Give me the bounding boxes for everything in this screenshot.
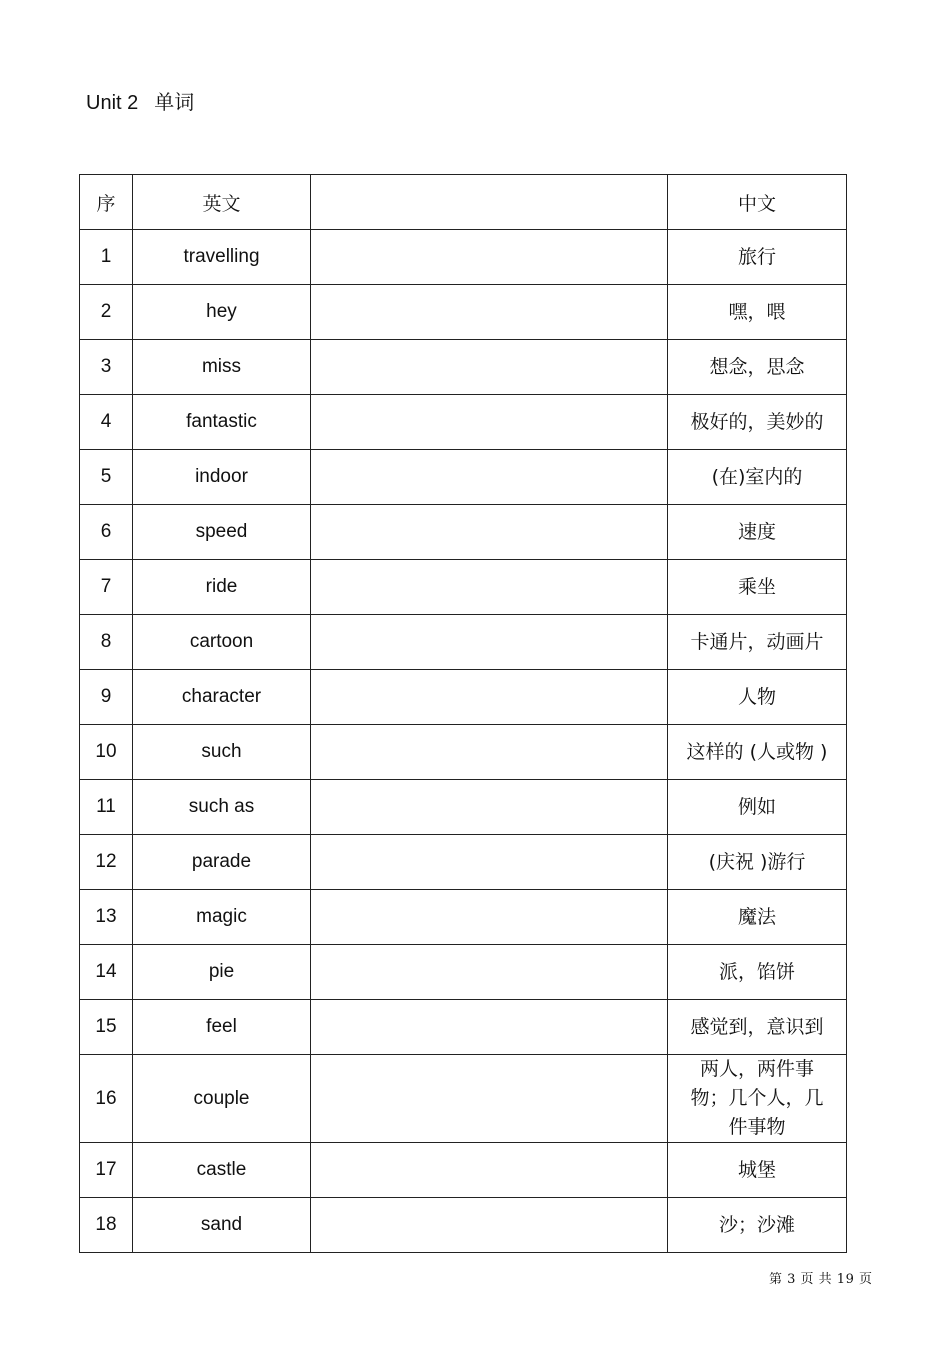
row-english: character (133, 670, 311, 725)
table-header-row (80, 175, 847, 230)
table-row (80, 505, 847, 560)
table-row (80, 945, 847, 1000)
row-number: 17 (80, 1143, 133, 1198)
row-chinese: 速度 (668, 505, 847, 560)
row-chinese: 两人，两件事物；几个人，几件事物 (668, 1055, 847, 1143)
row-english: indoor (133, 450, 311, 505)
row-chinese: 旅行 (668, 230, 847, 285)
row-chinese: 感觉到，意识到 (668, 1000, 847, 1055)
header-english: 英文 (133, 175, 311, 230)
row-english: miss (133, 340, 311, 395)
row-english: couple (133, 1055, 311, 1143)
row-english: magic (133, 890, 311, 945)
row-english: cartoon (133, 615, 311, 670)
table-row (80, 560, 847, 615)
row-number: 3 (80, 340, 133, 395)
header-chinese: 中文 (668, 175, 847, 230)
row-english: such (133, 725, 311, 780)
row-chinese: 城堡 (668, 1143, 847, 1198)
row-english: sand (133, 1198, 311, 1253)
table-row (80, 725, 847, 780)
table-row (80, 1055, 847, 1143)
row-number: 13 (80, 890, 133, 945)
table-row (80, 1198, 847, 1253)
table-row (80, 615, 847, 670)
row-english: travelling (133, 230, 311, 285)
row-chinese: 想念，思念 (668, 340, 847, 395)
table-row (80, 780, 847, 835)
row-blank-cell (311, 890, 668, 945)
row-number: 4 (80, 395, 133, 450)
header-number: 序 (80, 175, 133, 230)
row-blank-cell (311, 725, 668, 780)
vocabulary-table (79, 174, 847, 1253)
row-chinese: 乘坐 (668, 560, 847, 615)
table-row (80, 835, 847, 890)
row-number: 9 (80, 670, 133, 725)
row-chinese: 卡通片，动画片 (668, 615, 847, 670)
row-blank-cell (311, 340, 668, 395)
row-chinese: 嘿，喂 (668, 285, 847, 340)
table-row (80, 450, 847, 505)
title-vocab-label: 单词 (154, 90, 195, 114)
row-number: 18 (80, 1198, 133, 1253)
row-number: 16 (80, 1055, 133, 1143)
row-blank-cell (311, 670, 668, 725)
row-number: 12 (80, 835, 133, 890)
row-chinese: (在)室内的 (668, 450, 847, 505)
row-english: such as (133, 780, 311, 835)
row-blank-cell (311, 1198, 668, 1253)
row-number: 7 (80, 560, 133, 615)
row-blank-cell (311, 560, 668, 615)
row-blank-cell (311, 780, 668, 835)
row-number: 11 (80, 780, 133, 835)
table-row (80, 670, 847, 725)
page-number: 第 3 页 共 19 页 (769, 1272, 873, 1287)
row-number: 6 (80, 505, 133, 560)
row-blank-cell (311, 945, 668, 1000)
row-english: feel (133, 1000, 311, 1055)
row-blank-cell (311, 835, 668, 890)
table-row (80, 395, 847, 450)
row-chinese: 沙；沙滩 (668, 1198, 847, 1253)
table-row (80, 285, 847, 340)
row-blank-cell (311, 1055, 668, 1143)
row-chinese: 人物 (668, 670, 847, 725)
row-number: 15 (80, 1000, 133, 1055)
row-chinese: 派，馅饼 (668, 945, 847, 1000)
row-blank-cell (311, 1000, 668, 1055)
row-blank-cell (311, 505, 668, 560)
row-number: 5 (80, 450, 133, 505)
row-number: 8 (80, 615, 133, 670)
table-row (80, 1000, 847, 1055)
table-row (80, 230, 847, 285)
row-number: 10 (80, 725, 133, 780)
row-blank-cell (311, 230, 668, 285)
row-number: 2 (80, 285, 133, 340)
row-blank-cell (311, 1143, 668, 1198)
row-chinese: 极好的，美妙的 (668, 395, 847, 450)
row-number: 14 (80, 945, 133, 1000)
row-english: hey (133, 285, 311, 340)
row-chinese: (庆祝 )游行 (668, 835, 847, 890)
table-row (80, 340, 847, 395)
row-chinese: 魔法 (668, 890, 847, 945)
row-english: ride (133, 560, 311, 615)
row-chinese: 例如 (668, 780, 847, 835)
unit-label: Unit 2 (86, 92, 139, 114)
row-english: castle (133, 1143, 311, 1198)
row-english: speed (133, 505, 311, 560)
row-english: fantastic (133, 395, 311, 450)
row-blank-cell (311, 615, 668, 670)
table-row (80, 890, 847, 945)
row-blank-cell (311, 285, 668, 340)
row-chinese: 这样的 (人或物 ) (668, 725, 847, 780)
row-english: pie (133, 945, 311, 1000)
row-number: 1 (80, 230, 133, 285)
row-blank-cell (311, 450, 668, 505)
header-blank (311, 175, 668, 230)
row-english: parade (133, 835, 311, 890)
page-title (86, 86, 194, 115)
row-blank-cell (311, 395, 668, 450)
table-row (80, 1143, 847, 1198)
